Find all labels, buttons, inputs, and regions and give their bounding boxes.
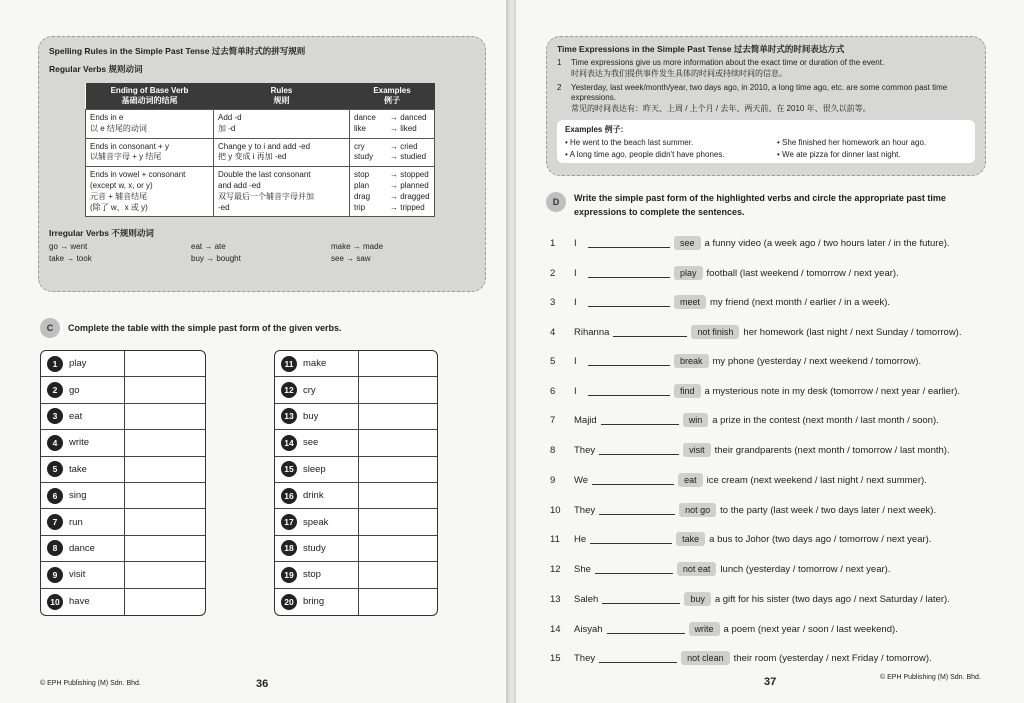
answer-blank[interactable] — [599, 653, 677, 663]
table-row: Ends in consonant + y 以辅音字母 + y 结尾 Change y to i and add -ed 把 y 变成 i 再加 -ed cry → cried study → studied — [86, 138, 435, 167]
verb-chip: not finish — [691, 325, 739, 339]
section-c-instruction: Complete the table with the simple past form of the given verbs. — [68, 323, 342, 333]
example-item: • A long time ago, people didn't have phones. — [565, 149, 725, 159]
sentence-row: 11 He take a bus to Johor (two days ago / tomorrow / next year). — [550, 533, 932, 545]
verb-chip: write — [689, 622, 720, 636]
sentence-row: 7 Majid win a prize in the contest (next month / last month / soon). — [550, 414, 939, 426]
copyright-footer: © EPH Publishing (M) Sdn. Bhd. — [880, 674, 981, 681]
irregular-verb: make → made — [331, 242, 384, 252]
table-row: 11 make — [275, 351, 437, 377]
answer-cell[interactable] — [359, 562, 437, 587]
answer-cell[interactable] — [359, 483, 437, 508]
table-row: 16 drink — [275, 483, 437, 509]
header-ending: Ending of Base Verb 基础动词的结尾 — [86, 83, 214, 110]
irregular-verb: eat → ate — [191, 242, 226, 252]
answer-blank[interactable] — [595, 564, 673, 574]
answer-blank[interactable] — [588, 297, 670, 307]
answer-blank[interactable] — [599, 505, 675, 515]
answer-cell[interactable] — [359, 377, 437, 402]
table-row: 6 sing — [41, 483, 205, 509]
answer-cell[interactable] — [359, 536, 437, 561]
irregular-verbs-title: Irregular Verbs 不规则动词 — [49, 228, 154, 239]
time-expressions-box — [546, 36, 986, 176]
sentence-row: 14 Aisyah write a poem (next year / soon / last weekend). — [550, 623, 898, 635]
sentence-row: 4 Rihanna not finish her homework (last night / next Sunday / tomorrow). — [550, 326, 962, 338]
table-row: 9 visit — [41, 562, 205, 588]
header-examples: Examples 例子 — [350, 83, 435, 110]
table-row: 18 study — [275, 536, 437, 562]
table-row: 7 run — [41, 509, 205, 535]
table-row: 10 have — [41, 589, 205, 615]
verb-chip: see — [674, 236, 701, 250]
table-row: 14 see — [275, 430, 437, 456]
answer-blank[interactable] — [602, 594, 680, 604]
list-item: 1 Time expressions give us more information about the exact time or duration of the event. 时间表达为我们提供事件发生具体的时间或持续时间的信息。 — [557, 58, 885, 78]
verb-chip: play — [674, 266, 703, 280]
answer-cell[interactable] — [359, 509, 437, 534]
time-expressions-title: Time Expressions in the Simple Past Tense 过去简单时式的时间表达方式 — [557, 44, 845, 54]
irregular-verb: go → went — [49, 242, 88, 252]
answer-cell[interactable] — [125, 562, 205, 587]
example-item: • We ate pizza for dinner last night. — [777, 149, 901, 159]
page-number: 36 — [256, 678, 269, 690]
answer-blank[interactable] — [588, 356, 670, 366]
section-c-badge: C — [40, 318, 60, 338]
header-rules: Rules 规则 — [214, 83, 350, 110]
sentence-row: 10 They not go to the party (last week / two days later / next week). — [550, 504, 937, 516]
verb-chip: meet — [674, 295, 706, 309]
sentence-row: 1 I see a funny video (a week ago / two hours later / in the future). — [550, 237, 950, 249]
answer-cell[interactable] — [125, 404, 205, 429]
spelling-rules-box — [38, 36, 486, 292]
verb-table-left — [40, 350, 206, 616]
verb-table-right — [274, 350, 438, 616]
sentence-row: 13 Saleh buy a gift for his sister (two days ago / next Saturday / later). — [550, 593, 950, 605]
verb-chip: not eat — [677, 562, 717, 576]
table-row: 1 play — [41, 351, 205, 377]
table-row: 15 sleep — [275, 457, 437, 483]
table-row: 4 write — [41, 430, 205, 456]
verb-chip: break — [674, 354, 709, 368]
answer-cell[interactable] — [125, 457, 205, 482]
example-item: • She finished her homework an hour ago. — [777, 137, 927, 147]
table-row: 13 buy — [275, 404, 437, 430]
answer-blank[interactable] — [601, 415, 679, 425]
examples-title: Examples 例子: — [565, 124, 624, 134]
answer-blank[interactable] — [588, 238, 670, 248]
table-row: 17 speak — [275, 509, 437, 535]
section-d-badge: D — [546, 192, 566, 212]
answer-cell[interactable] — [125, 483, 205, 508]
list-item: 2 Yesterday, last week/month/year, two days ago, in 2010, a long time ago, etc. are some common past time expressions. 常见的时间表达有：昨天、上周 / 上个月 / 去年、两天前、在 2010 年、很久以前等。 — [557, 82, 948, 114]
table-row: 12 cry — [275, 377, 437, 403]
table-row: 19 stop — [275, 562, 437, 588]
answer-cell[interactable] — [359, 351, 437, 376]
table-row: 20 bring — [275, 589, 437, 615]
answer-cell[interactable] — [359, 430, 437, 455]
verb-chip: not go — [679, 503, 716, 517]
right-page — [516, 0, 1024, 703]
regular-verbs-title: Regular Verbs 规则动词 — [49, 64, 143, 74]
answer-cell[interactable] — [125, 589, 205, 615]
verb-chip: find — [674, 384, 701, 398]
irregular-verb: take → took — [49, 254, 92, 264]
irregular-verb: buy → bought — [191, 254, 241, 264]
irregular-verb: see → saw — [331, 254, 371, 264]
verb-chip: take — [676, 532, 705, 546]
answer-cell[interactable] — [125, 377, 205, 402]
answer-blank[interactable] — [599, 445, 679, 455]
answer-cell[interactable] — [359, 457, 437, 482]
answer-cell[interactable] — [359, 589, 437, 615]
answer-blank[interactable] — [590, 534, 672, 544]
sentence-row: 2 I play football (last weekend / tomorrow / next year). — [550, 267, 899, 279]
table-row: 8 dance — [41, 536, 205, 562]
answer-blank[interactable] — [613, 327, 687, 337]
verb-chip: win — [683, 413, 709, 427]
answer-cell[interactable] — [125, 351, 205, 376]
section-c-header — [40, 318, 342, 338]
verb-chip: not clean — [681, 651, 730, 665]
answer-blank[interactable] — [588, 386, 670, 396]
section-d-instruction: Write the simple past form of the highlighted verbs and circle the appropriate past time expressions to complete the sentences. — [574, 193, 946, 217]
verb-chip: buy — [684, 592, 711, 606]
sentence-row: 5 I break my phone (yesterday / next weekend / tomorrow). — [550, 355, 922, 367]
sentence-row: 6 I find a mysterious note in my desk (tomorrow / next year / earlier). — [550, 385, 961, 397]
table-row: 3 eat — [41, 404, 205, 430]
table-row: Ends in vowel + consonant (except w, x, or y) 元音 + 辅音结尾 (除了 w、x 或 y) Double the last consonant and add -ed 双写最后一个辅音字母并加 -ed stop → stopped plan → planned drag → dragged trip → tripped — [86, 167, 435, 217]
answer-blank[interactable] — [588, 268, 670, 278]
answer-cell[interactable] — [125, 430, 205, 455]
table-row: 2 go — [41, 377, 205, 403]
verb-chip: eat — [678, 473, 703, 487]
answer-cell[interactable] — [359, 404, 437, 429]
verb-chip: visit — [683, 443, 711, 457]
examples-box — [557, 120, 975, 163]
answer-cell[interactable] — [125, 509, 205, 534]
irregular-verbs-list — [49, 242, 475, 263]
sentence-row: 15 They not clean their room (yesterday / next Friday / tomorrow). — [550, 652, 932, 664]
sentence-row: 3 I meet my friend (next month / earlier / in a week). — [550, 296, 891, 308]
sentence-row: 12 She not eat lunch (yesterday / tomorrow / next year). — [550, 563, 891, 575]
page-number: 37 — [764, 676, 777, 688]
table-row: 5 take — [41, 457, 205, 483]
left-page — [0, 0, 508, 703]
table-row: Ends in e 以 e 结尾的动词 Add -d 加 -d dance → danced like → liked — [86, 110, 435, 139]
sentence-row: 8 They visit their grandparents (next month / tomorrow / last month). — [550, 444, 950, 456]
answer-blank[interactable] — [592, 475, 674, 485]
answer-cell[interactable] — [125, 536, 205, 561]
example-item: • He went to the beach last summer. — [565, 137, 694, 147]
copyright-footer: © EPH Publishing (M) Sdn. Bhd. — [40, 680, 141, 687]
spelling-rules-title: Spelling Rules in the Simple Past Tense 过去简单时式的拼写规则 — [49, 46, 306, 56]
answer-blank[interactable] — [607, 624, 685, 634]
spelling-rules-table — [85, 83, 435, 217]
sentence-row: 9 We eat ice cream (next weekend / last night / next summer). — [550, 474, 927, 486]
